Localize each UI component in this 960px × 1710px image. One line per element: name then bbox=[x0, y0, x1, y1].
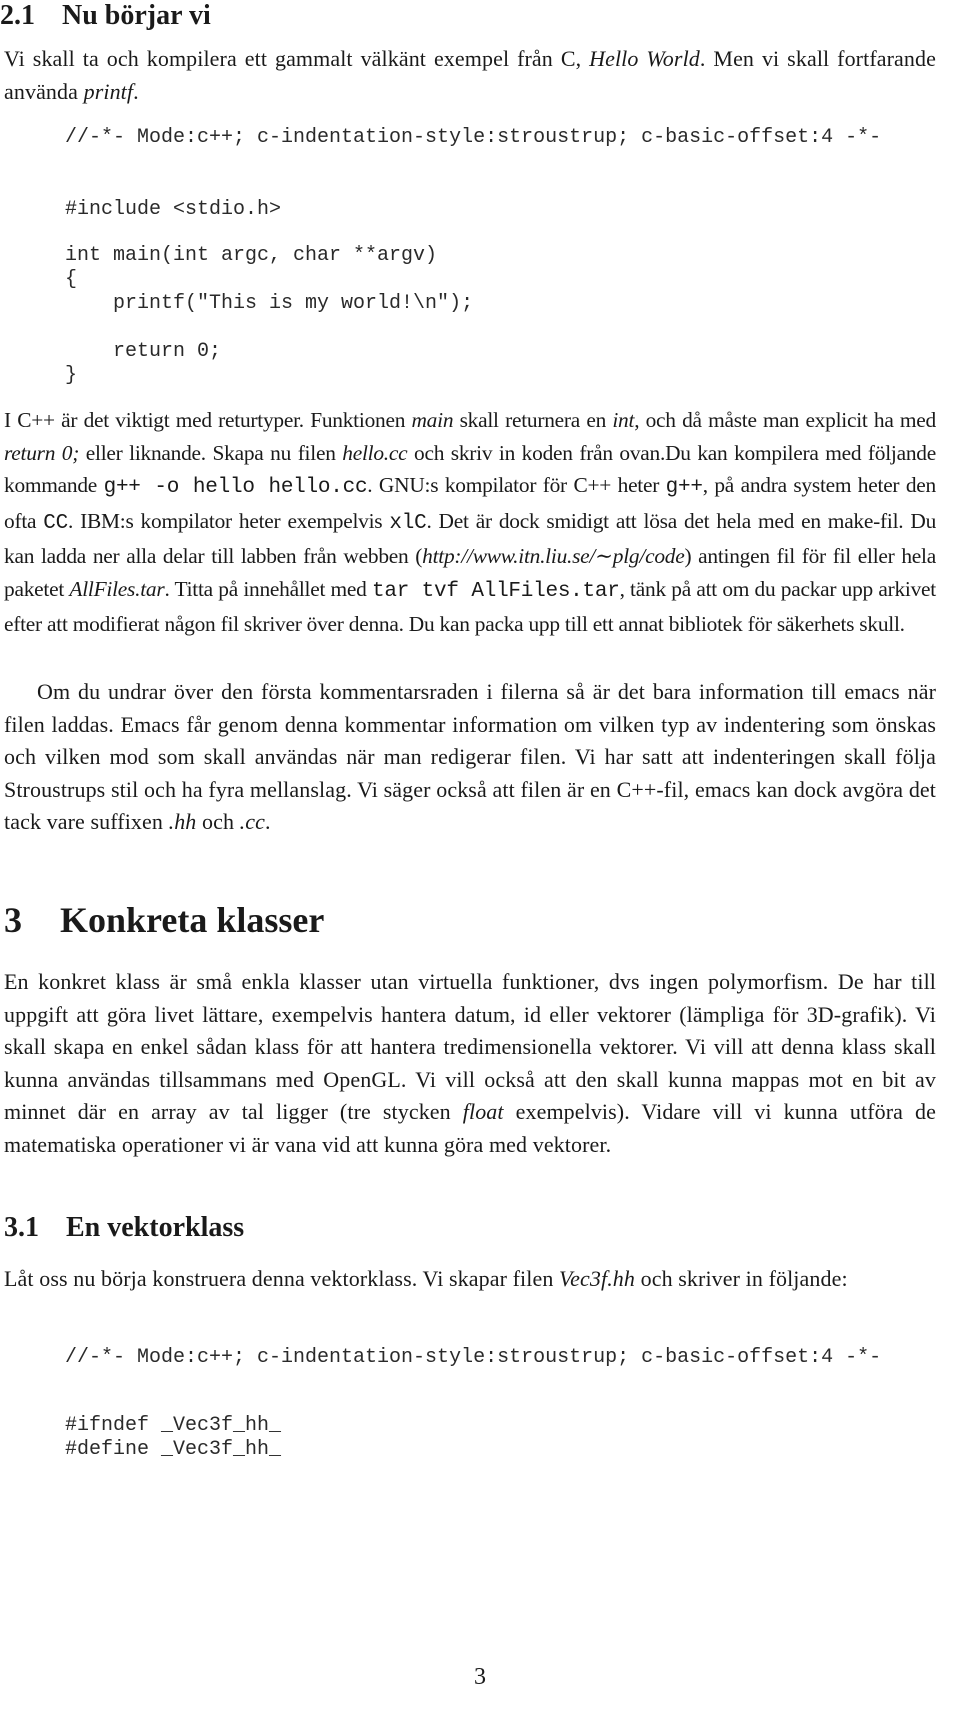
printf-emphasis: printf bbox=[83, 78, 134, 104]
intro-paragraph: Vi skall ta och kompilera ett gammalt välkänt exempel från C, Hello World. Men vi skall fortfarande använda printf. bbox=[4, 46, 936, 104]
concrete-classes-paragraph: En konkret klass är små enkla klasser utan virtuella funktioner, dvs ingen polymorfism. De har till uppgift att göra livet lättare, exempelvis hantera datum, id eller vektorer (lämpliga för 3D-grafik). Vi skall skapa en enkel sådan klass för att hantera tredimensionella vektorer. Vi vill att denna klass skall kunna användas tillsammans med OpenGL. Vi vill också att den skall kunna mappas mot en bit av minnet där en array av tal ligger (tre stycken float exempelvis). Vidare vill vi kunna utföra de matematiska operationer vi är vana vid att kunna göra med vektorer. bbox=[4, 969, 936, 1157]
section-title: Nu börjar vi bbox=[62, 0, 211, 31]
code-printf: printf("This is my world!\n"); bbox=[65, 292, 474, 315]
code-close-brace: } bbox=[65, 364, 78, 387]
course-url: http://www.itn.liu.se/∼plg/code bbox=[422, 544, 685, 568]
section-number: 3.1 bbox=[4, 1212, 39, 1243]
code-modeline: //-*- Mode:c++; c-indentation-style:stroustrup; c-basic-offset:4 -*- bbox=[65, 126, 882, 149]
code-return: return 0; bbox=[65, 340, 222, 363]
section-title: Konkreta klasser bbox=[60, 900, 325, 940]
section-heading-3-1 bbox=[4, 1212, 244, 1244]
code-open-brace: { bbox=[65, 268, 78, 291]
emacs-paragraph: Om du undrar över den första kommentarsraden i filerna så är det bara information till emacs när filen laddas. Emacs får genom denna kommentar information om vilken typ av indentering som önskas och vilken mod som skall användas när man redigerar filen. Vi har satt att indenteringen skall följa Stroustrups stil och ha fyra mellanslag. Vi säger också att filen är en C++-fil, emacs kan dock avgöra det tack vare suffixen .hh och .cc. bbox=[4, 679, 936, 834]
code-main-signature: int main(int argc, char **argv) bbox=[65, 244, 438, 267]
section-title: En vektorklass bbox=[66, 1212, 245, 1243]
code-modeline-2: //-*- Mode:c++; c-indentation-style:stroustrup; c-basic-offset:4 -*- bbox=[65, 1346, 882, 1369]
section-number: 3 bbox=[4, 900, 22, 940]
section-heading-3 bbox=[4, 900, 324, 940]
compile-command: g++ -o hello hello.cc bbox=[103, 476, 368, 499]
vector-class-paragraph: Låt oss nu börja konstruera denna vektorklass. Vi skapar filen Vec3f.hh och skriver in följande: bbox=[4, 1266, 848, 1291]
code-include: #include <stdio.h> bbox=[65, 198, 282, 221]
hello-world-emphasis: Hello World bbox=[589, 46, 700, 71]
code-define: #define _Vec3f_hh_ bbox=[65, 1438, 282, 1461]
returntype-paragraph: I C++ är det viktigt med returtyper. Funktionen main skall returnera en int, och då måste man explicit ha med return 0; eller liknande. Skapa nu filen hello.cc och skriv in koden från ovan.Du kan kompilera med följande kommande g++ -o hello hello.cc. GNU:s kompilator för C++ heter g++, på andra system heter den ofta CC. IBM:s kompilator heter exempelvis xlC. Det är dock smidigt att lösa det hela med en make-fil. Du kan ladda ner alla delar till labben från webben (http://www.itn.liu.se/∼plg/code) antingen fil för fil eller hela paketet AllFiles.tar. Titta på innehållet med tar tvf AllFiles.tar, tänk på att om du packar upp arkivet efter att modifierat någon fil skriver över denna. Du kan packa upp till ett annat bibliotek för säkerhets skull. bbox=[4, 408, 937, 636]
page-number: 3 bbox=[474, 1664, 486, 1690]
code-ifndef: #ifndef _Vec3f_hh_ bbox=[65, 1414, 282, 1437]
section-heading-2-1 bbox=[0, 0, 211, 32]
section-number: 2.1 bbox=[0, 0, 35, 31]
tar-command: tar tvf AllFiles.tar bbox=[372, 579, 620, 603]
